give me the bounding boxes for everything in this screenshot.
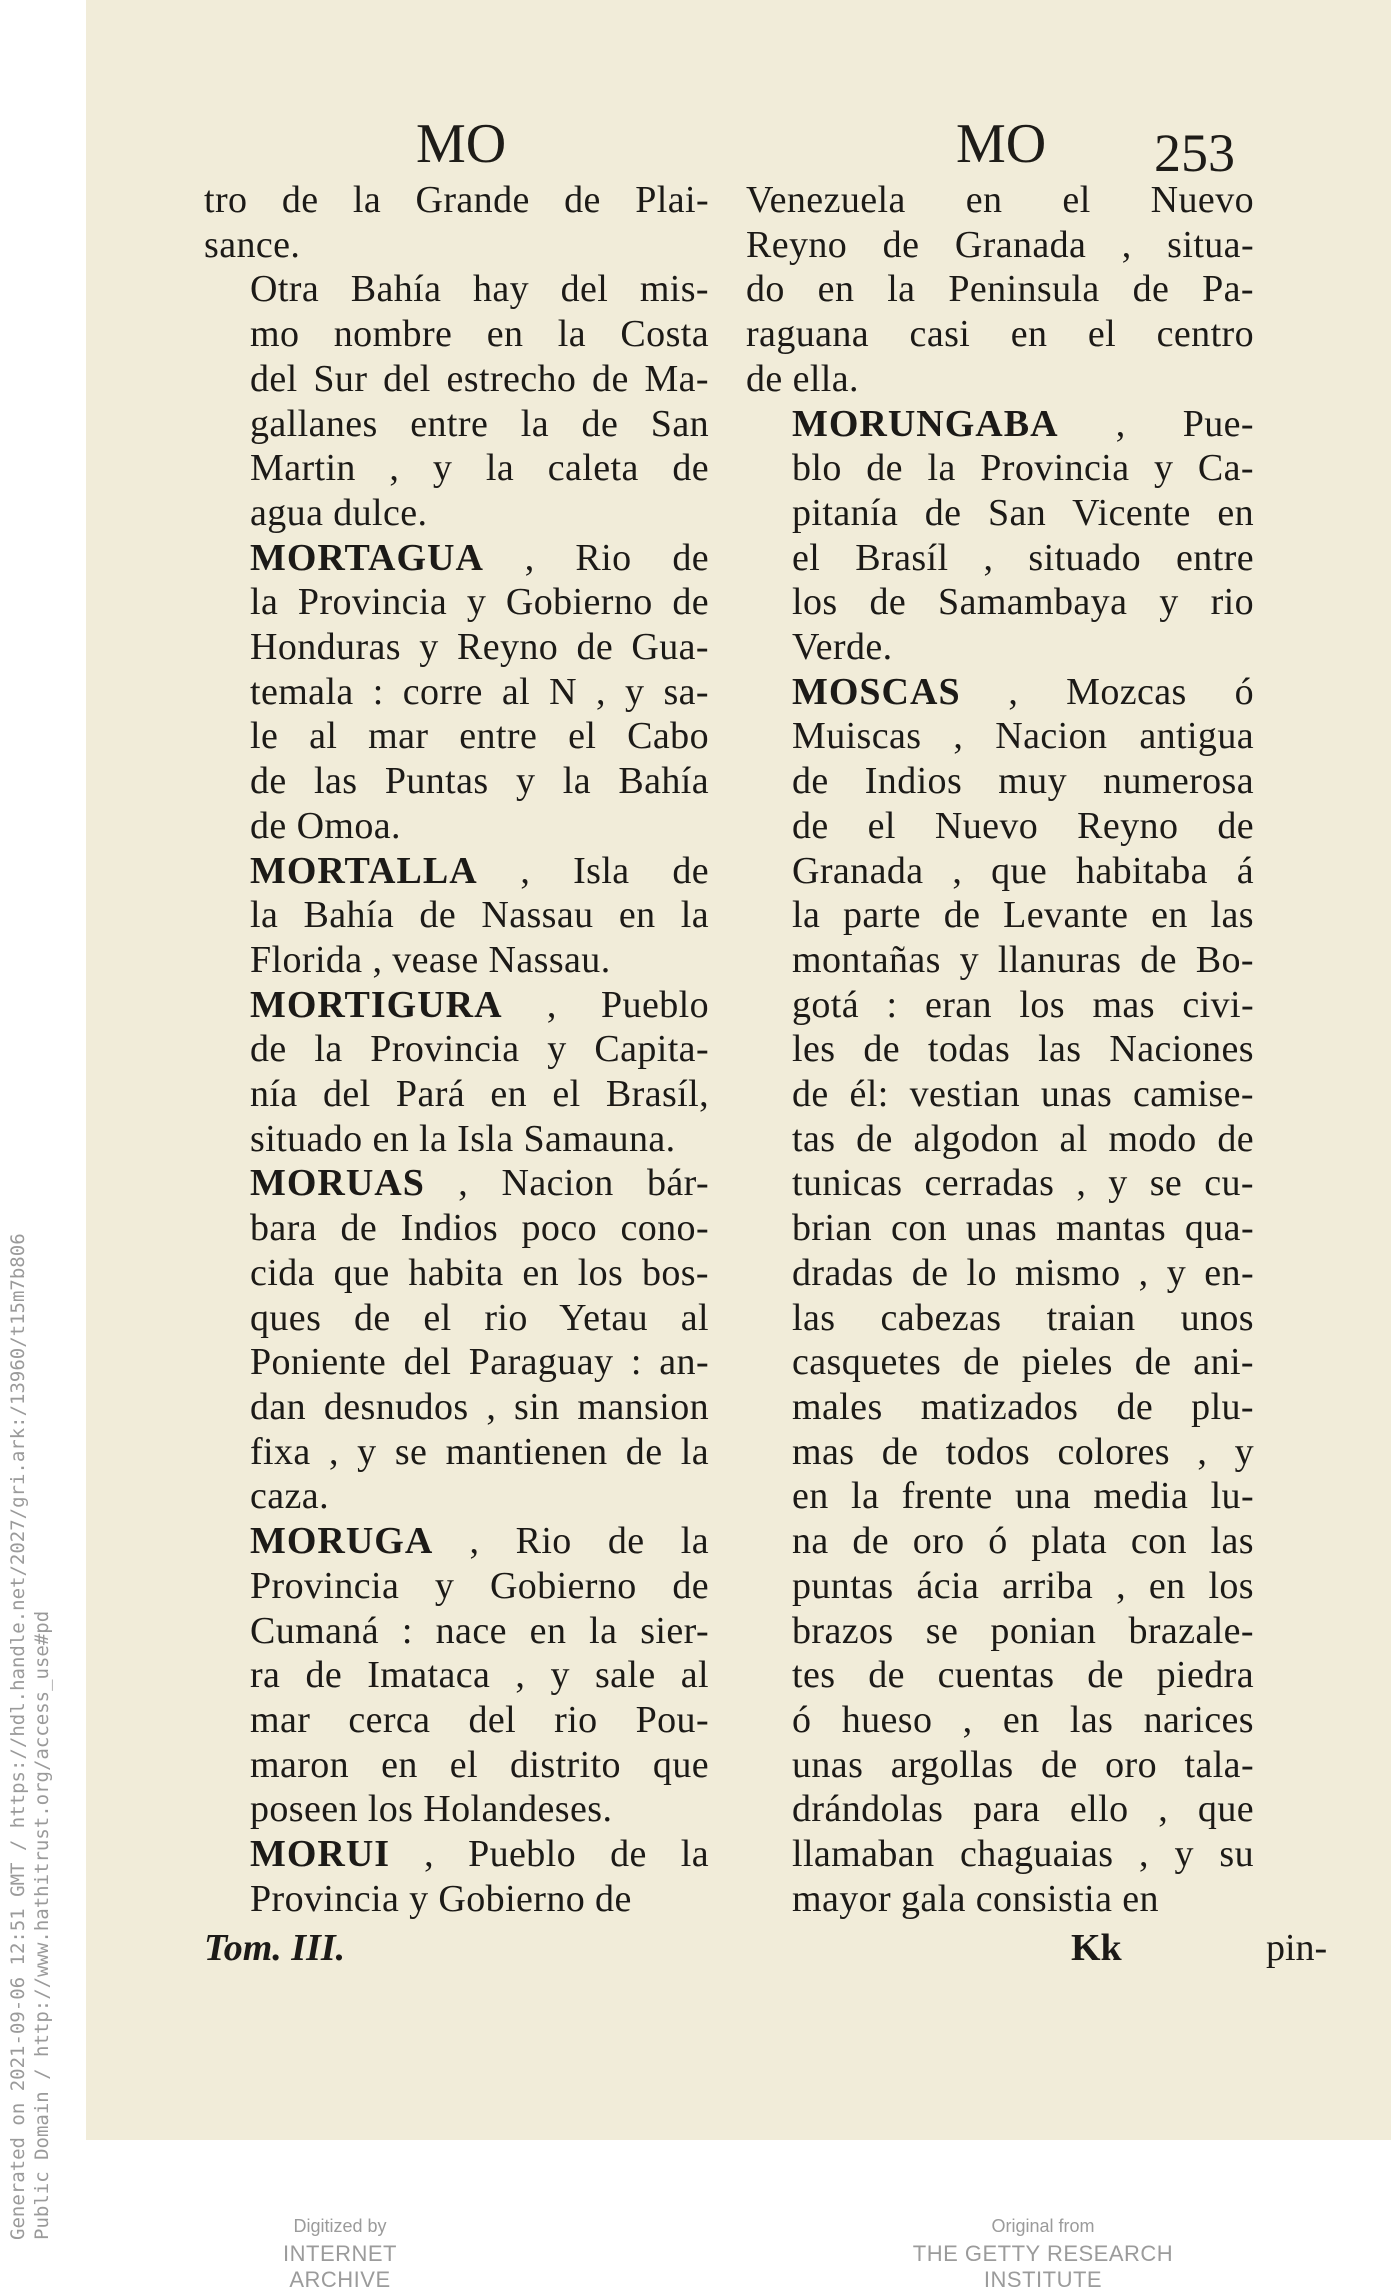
text-line: la Provincia y Gobierno de	[250, 581, 709, 624]
text-line: montañas y llanuras de Bo-	[792, 938, 1254, 981]
text-line: bara de Indios poco cono-	[250, 1207, 709, 1250]
text-line: tunicas cerradas , y se cu-	[792, 1162, 1254, 1205]
text-line: Florida , vease Nassau.	[250, 938, 611, 981]
text-line: Martin , y la caleta de	[250, 447, 709, 490]
entry-text: , Pue-	[1058, 402, 1254, 445]
text-line: de él: vestian unas camise-	[792, 1073, 1254, 1116]
entry-text: , Pueblo	[502, 983, 709, 1026]
text-line	[204, 983, 709, 1028]
credit-left-label: Digitized by	[293, 2216, 387, 2236]
entry-term: MORTIGURA	[250, 983, 503, 1026]
text-line: de las Puntas y la Bahía	[250, 760, 709, 803]
digitized-by-credit	[240, 2216, 440, 2293]
text-line: brazos se ponian brazale-	[792, 1609, 1254, 1652]
text-line: ó hueso , en las narices	[792, 1698, 1254, 1741]
text-line: Poniente del Paraguay : an-	[250, 1341, 709, 1384]
text-line: brian con unas mantas qua-	[792, 1207, 1254, 1250]
text-line: Cumaná : nace en la sier-	[250, 1609, 709, 1652]
text-line: le al mar entre el Cabo	[250, 715, 709, 758]
text-line: mayor gala consistia en	[792, 1877, 1159, 1920]
text-line: drándolas para ello , que	[792, 1788, 1254, 1831]
text-line: maron en el distrito que	[250, 1743, 709, 1786]
text-line: en la frente una media lu-	[792, 1475, 1254, 1518]
text-line: blo de la Provincia y Ca-	[792, 447, 1254, 490]
text-line: de el Nuevo Reyno de	[792, 804, 1254, 847]
text-line	[746, 670, 1254, 715]
scanned-page	[86, 0, 1391, 2140]
text-line: tro de la Grande de Plai-	[204, 179, 709, 221]
text-line: Granada , que habitaba á	[792, 849, 1254, 892]
text-line: pitanía de San Vicente en	[792, 491, 1254, 534]
text-line: caza.	[250, 1475, 329, 1518]
entry-term: MORUGA	[250, 1520, 434, 1563]
text-line: de Omoa.	[250, 804, 401, 847]
text-line: do en la Peninsula de Pa-	[746, 268, 1254, 311]
text-line: llamaban chaguaias , y su	[792, 1833, 1254, 1876]
text-line: fixa , y se mantienen de la	[250, 1430, 709, 1473]
entry-paragraph	[204, 849, 709, 983]
right-column	[746, 178, 1254, 1921]
entry-paragraph	[204, 1832, 709, 1921]
entry-text: , Rio de	[483, 536, 709, 579]
text-line: Honduras y Reyno de Gua-	[250, 626, 709, 669]
text-line	[204, 1519, 709, 1564]
text-line: cida que habita en los bos-	[250, 1251, 709, 1294]
text-line: puntas ácia arriba , en los	[792, 1564, 1254, 1607]
text-line: na de oro ó plata con las	[792, 1520, 1254, 1563]
text-line: temala : corre al N , y sa-	[250, 670, 709, 713]
entry-text: , Rio de la	[433, 1520, 709, 1563]
text-line: la Bahía de Nassau en la	[250, 894, 709, 937]
text-line: los de Samambaya y rio	[792, 581, 1254, 624]
text-line: gotá : eran los mas civi-	[792, 983, 1254, 1026]
entry-term: MORUAS	[250, 1162, 425, 1205]
entry-paragraph	[204, 1519, 709, 1832]
text-line: agua dulce.	[250, 491, 428, 534]
text-line: de la Provincia y Capita-	[250, 1028, 709, 1071]
entry-paragraph	[204, 267, 709, 535]
entry-paragraph	[746, 670, 1254, 1922]
text-line: de Indios muy numerosa	[792, 760, 1254, 803]
entry-term: MORTALLA	[250, 849, 478, 892]
entry-term: MORTAGUA	[250, 536, 484, 579]
text-line: raguana casi en el centro	[746, 313, 1254, 356]
text-line: dan desnudos , sin mansion	[250, 1385, 709, 1428]
signature-mark: Kk	[1071, 1927, 1122, 1969]
entry-text: , Nacion bár-	[424, 1162, 709, 1205]
left-column	[204, 178, 709, 1921]
credit-left-name: INTERNET ARCHIVE	[283, 2241, 397, 2292]
text-line: poseen los Holandeses.	[250, 1788, 613, 1831]
entry-term: MOSCAS	[792, 670, 961, 713]
page-number: 253	[1154, 123, 1235, 183]
text-line	[746, 402, 1254, 447]
text-line: la parte de Levante en las	[792, 894, 1254, 937]
text-line: mo nombre en la Costa	[250, 313, 709, 356]
entry-term: MORUI	[250, 1833, 391, 1876]
running-head-left: MO	[416, 113, 507, 175]
volume-label: Tom. III.	[204, 1927, 346, 1969]
original-from-credit	[858, 2216, 1228, 2293]
text-line: Venezuela en el Nuevo	[746, 179, 1254, 221]
entry-paragraph	[204, 536, 709, 849]
text-line: Verde.	[792, 626, 893, 669]
stamp-line-1: Generated on 2021-09-06 12:51 GMT / https://hdl.handle.net/2027/gri.ark:/13960/t15m7b806	[7, 1233, 29, 2240]
text-line: ques de el rio Yetau al	[250, 1296, 709, 1339]
credit-right-label: Original from	[991, 2216, 1095, 2236]
entry-paragraph	[204, 983, 709, 1162]
text-line: tes de cuentas de piedra	[792, 1654, 1254, 1697]
text-line: les de todas las Naciones	[792, 1028, 1254, 1071]
running-head-right: MO	[956, 113, 1047, 175]
hathitrust-stamp	[6, 1233, 54, 2240]
text-line: males matizados de plu-	[792, 1385, 1254, 1428]
text-line	[204, 1161, 709, 1206]
text-line: mas de todos colores , y	[792, 1430, 1254, 1473]
text-line: nía del Pará en el Brasíl,	[250, 1073, 709, 1116]
text-line: dradas de lo mismo , y en-	[792, 1251, 1254, 1294]
text-line	[204, 849, 709, 894]
text-line	[204, 536, 709, 581]
text-line: Provincia y Gobierno de	[250, 1564, 709, 1607]
entry-paragraph	[746, 402, 1254, 670]
text-line: ra de Imataca , y sale al	[250, 1654, 709, 1697]
text-line: Provincia y Gobierno de	[250, 1877, 632, 1920]
text-line: situado en la Isla Samauna.	[250, 1117, 676, 1160]
entry-paragraph	[746, 178, 1254, 402]
text-line: sance.	[204, 223, 301, 266]
text-line	[204, 1832, 709, 1877]
text-line: las cabezas traian unos	[792, 1296, 1254, 1339]
text-line: unas argollas de oro tala-	[792, 1743, 1254, 1786]
text-line: el Brasíl , situado entre	[792, 536, 1254, 579]
entry-text: , Mozcas ó	[960, 670, 1254, 713]
stamp-line-2: Public Domain / http://www.hathitrust.org/access_use#pd	[31, 1610, 53, 2240]
entry-paragraph	[204, 1161, 709, 1519]
text-line: Otra Bahía hay del mis-	[250, 268, 709, 311]
entry-text: , Isla de	[477, 849, 709, 892]
text-line: casquetes de pieles de ani-	[792, 1341, 1254, 1384]
text-line: Reyno de Granada , situa-	[746, 223, 1254, 266]
text-line: de ella.	[746, 357, 859, 400]
text-line: Muiscas , Nacion antigua	[792, 715, 1254, 758]
text-line: gallanes entre la de San	[250, 402, 709, 445]
entry-paragraph	[204, 178, 709, 267]
credit-right-name: THE GETTY RESEARCH INSTITUTE	[912, 2241, 1174, 2292]
entry-term: MORUNGABA	[792, 402, 1059, 445]
text-line: mar cerca del rio Pou-	[250, 1698, 709, 1741]
text-line: tas de algodon al modo de	[792, 1117, 1254, 1160]
catchword: pin-	[1266, 1927, 1328, 1969]
text-line: del Sur del estrecho de Ma-	[250, 357, 709, 400]
entry-text: , Pueblo de la	[390, 1833, 709, 1876]
